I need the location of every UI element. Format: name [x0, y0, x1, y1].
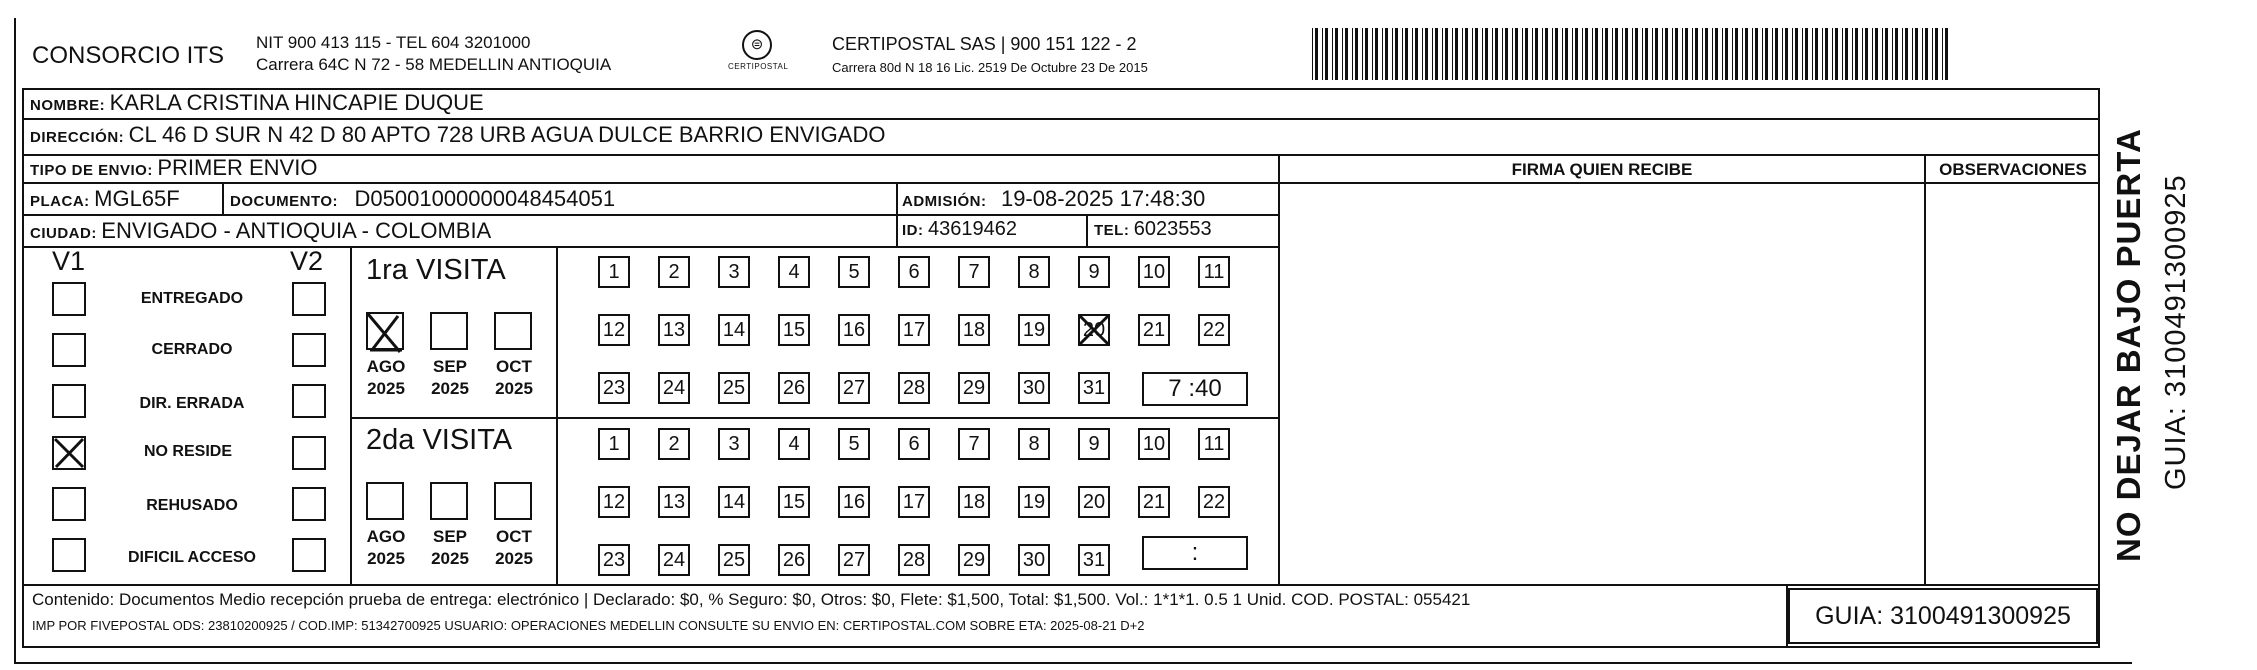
visit2-day-12[interactable]: 12 — [598, 486, 630, 518]
observaciones-header: OBSERVACIONES — [1939, 160, 2087, 179]
check-x-icon — [1076, 312, 1112, 348]
month-name: SEP — [432, 357, 468, 376]
documento-label: DOCUMENTO: — [230, 193, 339, 210]
visit1-day-13[interactable]: 13 — [658, 314, 690, 346]
visit2-day-8[interactable]: 8 — [1018, 428, 1050, 460]
visit1-time[interactable]: 7 :40 — [1142, 372, 1248, 406]
company-name: CONSORCIO ITS — [32, 42, 225, 69]
v1-checkbox-rehusado[interactable] — [52, 487, 86, 521]
visit2-day-18[interactable]: 18 — [958, 486, 990, 518]
v2-checkbox-no-reside[interactable] — [292, 436, 326, 470]
v2-checkbox-cerrado[interactable] — [292, 333, 326, 367]
direccion-value: CL 46 D SUR N 42 D 80 APTO 728 URB AGUA DULCE BARRIO ENVIGADO — [128, 122, 886, 147]
id-value: 43619462 — [927, 218, 1017, 240]
visit2-day-30[interactable]: 30 — [1018, 544, 1050, 576]
visit2-day-19[interactable]: 19 — [1018, 486, 1050, 518]
visit2-month-sep — [420, 526, 480, 570]
check-x-icon — [364, 310, 410, 356]
visit2-day-3[interactable]: 3 — [718, 428, 750, 460]
visit2-day-24[interactable]: 24 — [658, 544, 690, 576]
visit1-day-30[interactable]: 30 — [1018, 372, 1050, 404]
status-cerrado: CERRADO — [151, 341, 233, 358]
visit1-day-28[interactable]: 28 — [898, 372, 930, 404]
month-name: AGO — [366, 357, 406, 376]
direccion-row — [30, 122, 885, 148]
visit1-day-14[interactable]: 14 — [718, 314, 750, 346]
visit2-month-sep-checkbox[interactable] — [430, 482, 468, 520]
visit2-day-13[interactable]: 13 — [658, 486, 690, 518]
v1-checkbox-cerrado[interactable] — [52, 333, 86, 367]
visit2-day-23[interactable]: 23 — [598, 544, 630, 576]
visit2-month-oct-checkbox[interactable] — [494, 482, 532, 520]
visit1-day-26[interactable]: 26 — [778, 372, 810, 404]
tipo-value: PRIMER ENVIO — [157, 155, 318, 180]
visit1-day-23[interactable]: 23 — [598, 372, 630, 404]
visit2-day-31[interactable]: 31 — [1078, 544, 1110, 576]
placa-row — [30, 186, 180, 212]
visit1-day-18[interactable]: 18 — [958, 314, 990, 346]
visit1-month-sep — [420, 356, 480, 400]
company-address: Carrera 64C N 72 - 58 MEDELLIN ANTIOQUIA — [256, 55, 612, 74]
visit2-month-ago — [356, 526, 416, 570]
direccion-label: DIRECCIÓN: — [30, 129, 125, 146]
visit1-day-31[interactable]: 31 — [1078, 372, 1110, 404]
check-x-icon — [52, 436, 86, 470]
visit1-day-9[interactable]: 9 — [1078, 256, 1110, 288]
visit1-day-19[interactable]: 19 — [1018, 314, 1050, 346]
visit2-day-1[interactable]: 1 — [598, 428, 630, 460]
ciudad-label: CIUDAD: — [30, 225, 97, 242]
visit2-day-7[interactable]: 7 — [958, 428, 990, 460]
side-guia: GUIA: 3100491300925 — [2160, 174, 2192, 490]
status-dificil-acceso: DIFICIL ACCESO — [127, 549, 256, 566]
visit2-day-20[interactable]: 20 — [1078, 486, 1110, 518]
visit2-day-9[interactable]: 9 — [1078, 428, 1110, 460]
month-name: OCT — [496, 527, 532, 546]
visit2-day-29[interactable]: 29 — [958, 544, 990, 576]
status-rehusado: REHUSADO — [146, 497, 238, 514]
status-no-reside: NO RESIDE — [143, 443, 232, 460]
visita-2-title: 2da VISITA — [366, 424, 513, 456]
visit2-time[interactable]: : — [1142, 536, 1248, 570]
visit2-day-27[interactable]: 27 — [838, 544, 870, 576]
visit1-day-1[interactable]: 1 — [598, 256, 630, 288]
visit1-day-27[interactable]: 27 — [838, 372, 870, 404]
v2-checkbox-entregado[interactable] — [292, 282, 326, 316]
visit1-day-10[interactable]: 10 — [1138, 256, 1170, 288]
visit1-month-ago — [356, 356, 416, 400]
visit1-day-7[interactable]: 7 — [958, 256, 990, 288]
visit1-day-6[interactable]: 6 — [898, 256, 930, 288]
id-label: ID: — [902, 222, 924, 239]
visit1-day-24[interactable]: 24 — [658, 372, 690, 404]
month-name: SEP — [432, 527, 468, 546]
visit2-day-26[interactable]: 26 — [778, 544, 810, 576]
documento-row — [230, 186, 615, 212]
logo-word: CERTIPOSTAL — [728, 62, 789, 71]
visit2-day-28[interactable]: 28 — [898, 544, 930, 576]
visit1-day-12[interactable]: 12 — [598, 314, 630, 346]
tel-label: TEL: — [1094, 222, 1130, 239]
month-year: 2025 — [495, 379, 533, 398]
nombre-label: NOMBRE: — [30, 97, 106, 114]
admision-row — [902, 186, 1205, 212]
visit2-day-11[interactable]: 11 — [1198, 428, 1230, 460]
visit1-month-oct — [484, 356, 544, 400]
visit2-day-25[interactable]: 25 — [718, 544, 750, 576]
visit1-day-21[interactable]: 21 — [1138, 314, 1170, 346]
placa-label: PLACA: — [30, 193, 90, 210]
certipostal-license: Carrera 80d N 18 16 Lic. 2519 De Octubre 23 De 2015 — [832, 60, 1148, 75]
v1-checkbox-no-reside[interactable] — [52, 436, 86, 470]
visit1-day-5[interactable]: 5 — [838, 256, 870, 288]
visit1-day-17[interactable]: 17 — [898, 314, 930, 346]
visit1-day-20[interactable]: 20 — [1078, 314, 1110, 346]
visit2-day-5[interactable]: 5 — [838, 428, 870, 460]
visit1-month-ago-checkbox[interactable] — [366, 312, 404, 350]
logo-mark-icon: ⊜ — [742, 30, 772, 60]
visit2-month-ago-checkbox[interactable] — [366, 482, 404, 520]
visit1-day-15[interactable]: 15 — [778, 314, 810, 346]
placa-value: MGL65F — [94, 186, 180, 211]
v1-header: V1 — [52, 246, 86, 276]
tel-value: 6023553 — [1133, 218, 1212, 240]
ciudad-row — [30, 218, 491, 244]
status-entregado: ENTREGADO — [140, 290, 244, 307]
month-year: 2025 — [431, 379, 469, 398]
certipostal-info: CERTIPOSTAL SAS | 900 151 122 - 2 — [832, 34, 1137, 54]
visit1-day-22[interactable]: 22 — [1198, 314, 1230, 346]
footer-imp: IMP POR FIVEPOSTAL ODS: 23810200925 / COD.IMP: 51342700925 USUARIO: OPERACIONES MEDELLIN CONSULTE SU ENVIO EN: CERTIPOSTAL.COM SOBRE ETA: 2025-08-21 D+2 — [32, 618, 1145, 633]
guia-number: GUIA: 3100491300925 — [1788, 588, 2098, 644]
visit2-day-6[interactable]: 6 — [898, 428, 930, 460]
visit2-day-2[interactable]: 2 — [658, 428, 690, 460]
nombre-value: KARLA CRISTINA HINCAPIE DUQUE — [109, 90, 484, 115]
v2-header: V2 — [290, 246, 324, 276]
ciudad-value: ENVIGADO - ANTIOQUIA - COLOMBIA — [101, 218, 492, 243]
month-year: 2025 — [367, 549, 405, 568]
visit1-day-8[interactable]: 8 — [1018, 256, 1050, 288]
month-name: AGO — [366, 527, 406, 546]
id-row — [902, 218, 1017, 241]
visit1-day-3[interactable]: 3 — [718, 256, 750, 288]
v1-checkbox-dificil-acceso[interactable] — [52, 538, 86, 572]
v2-checkbox-rehusado[interactable] — [292, 487, 326, 521]
visit2-day-10[interactable]: 10 — [1138, 428, 1170, 460]
firma-header: FIRMA QUIEN RECIBE — [1511, 160, 1693, 179]
visit2-day-16[interactable]: 16 — [838, 486, 870, 518]
visit1-day-4[interactable]: 4 — [778, 256, 810, 288]
visit1-month-sep-checkbox[interactable] — [430, 312, 468, 350]
footer-contenido: Contenido: Documentos Medio recepción prueba de entrega: electrónico | Declarado: $0, % Seguro: $0, Otros: $0, Flete: $1,500, Total: $1,500. Vol.: 1*1*1. 0.5 1 Unid. COD. POSTAL: 055421 — [32, 590, 1471, 609]
visit1-day-16[interactable]: 16 — [838, 314, 870, 346]
admision-value: 19-08-2025 17:48:30 — [1000, 186, 1206, 211]
v1-checkbox-dir-errada[interactable] — [52, 384, 86, 418]
v1-checkbox-entregado[interactable] — [52, 282, 86, 316]
month-year: 2025 — [367, 379, 405, 398]
documento-value: D05001000000048454051 — [354, 186, 616, 211]
visita-1-title: 1ra VISITA — [366, 254, 506, 286]
visit1-day-2[interactable]: 2 — [658, 256, 690, 288]
visit2-day-22[interactable]: 22 — [1198, 486, 1230, 518]
visit1-day-29[interactable]: 29 — [958, 372, 990, 404]
visit2-day-14[interactable]: 14 — [718, 486, 750, 518]
visit2-day-4[interactable]: 4 — [778, 428, 810, 460]
admision-label: ADMISIÓN: — [902, 193, 987, 210]
nit-line: NIT 900 413 115 - TEL 604 3201000 — [256, 33, 531, 52]
tipo-row — [30, 155, 317, 181]
visit1-day-11[interactable]: 11 — [1198, 256, 1230, 288]
tipo-label: TIPO DE ENVIO: — [30, 162, 153, 179]
visit2-day-15[interactable]: 15 — [778, 486, 810, 518]
month-year: 2025 — [431, 549, 469, 568]
tel-row — [1094, 218, 1212, 241]
visit2-month-oct — [484, 526, 544, 570]
nombre-row — [30, 90, 484, 116]
visit1-month-oct-checkbox[interactable] — [494, 312, 532, 350]
visit2-day-21[interactable]: 21 — [1138, 486, 1170, 518]
visit1-day-25[interactable]: 25 — [718, 372, 750, 404]
month-year: 2025 — [495, 549, 533, 568]
month-name: OCT — [496, 357, 532, 376]
status-dir-errada: DIR. ERRADA — [139, 395, 245, 412]
v2-checkbox-dificil-acceso[interactable] — [292, 538, 326, 572]
v2-checkbox-dir-errada[interactable] — [292, 384, 326, 418]
side-warning: NO DEJAR BAJO PUERTA — [2110, 128, 2147, 562]
visit2-day-17[interactable]: 17 — [898, 486, 930, 518]
